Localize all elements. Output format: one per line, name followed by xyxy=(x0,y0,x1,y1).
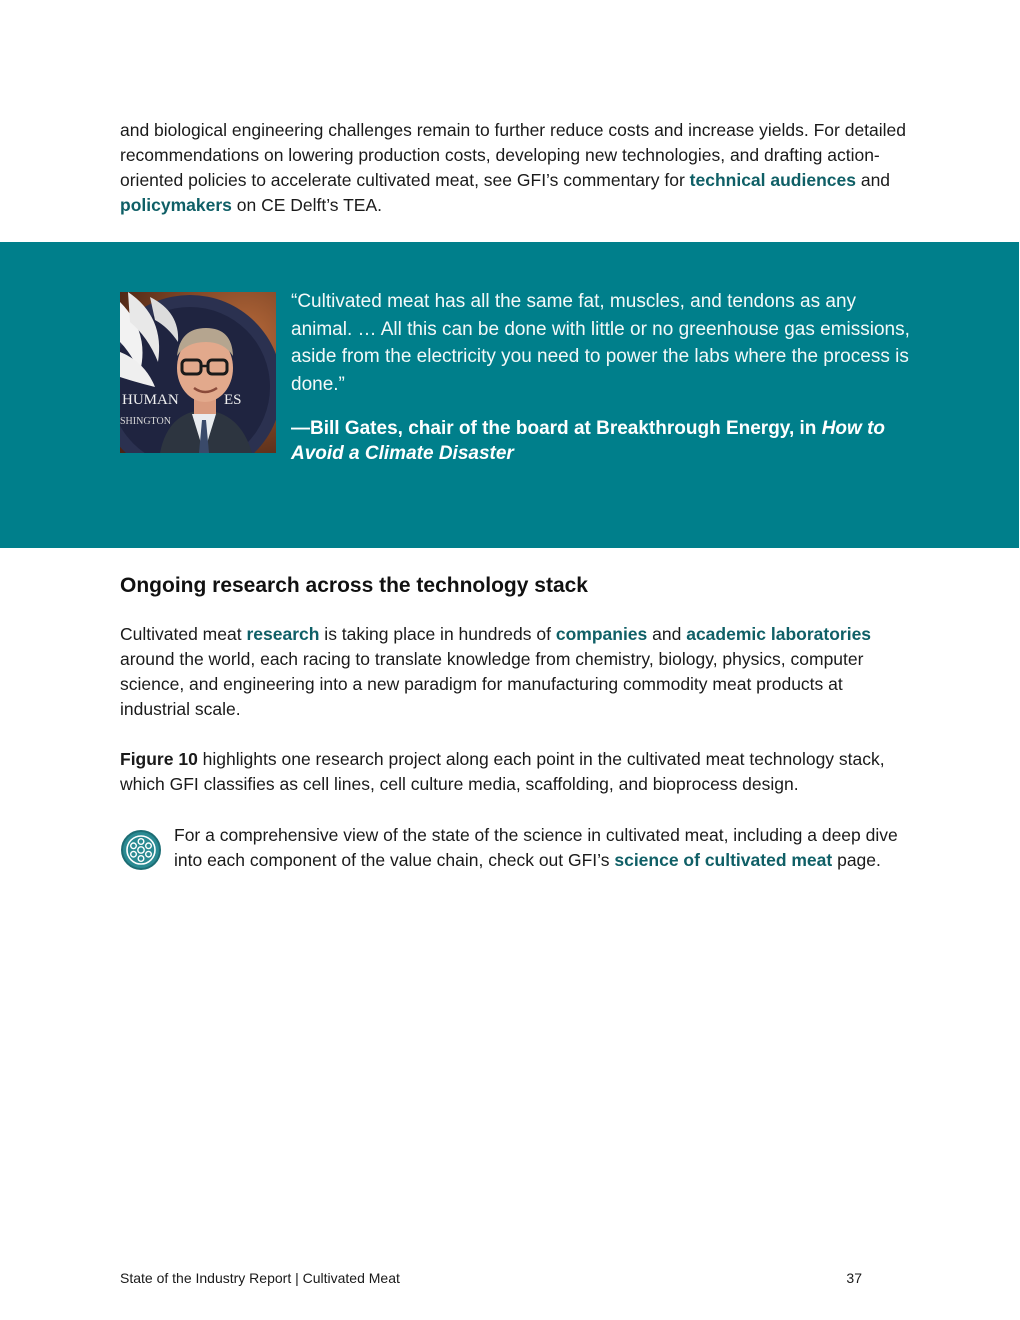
research-link[interactable]: research xyxy=(246,624,320,644)
portrait-image xyxy=(120,292,276,453)
p1-text-a: Cultivated meat xyxy=(120,624,247,644)
cell-icon xyxy=(120,829,162,871)
intro-paragraph xyxy=(120,118,910,218)
book-title: How to Avoid a Climate Disaster xyxy=(291,418,886,464)
science-callout xyxy=(120,823,905,873)
academic-laboratories-link[interactable]: academic laboratories xyxy=(686,624,872,644)
seal-text-3: SHINGTON xyxy=(120,416,171,427)
attribution-name: —Bill Gates, chair of the board at Breakthrough Energy, in xyxy=(291,418,822,439)
technical-audiences-link[interactable]: technical audiences xyxy=(689,170,856,190)
section-heading: Ongoing research across the technology stack xyxy=(120,574,588,597)
figure-paragraph xyxy=(120,747,905,797)
intro-text: and biological engineering challenges remain to further reduce costs and increase yields. For detailed recommendations on lowering production costs, developing new technologies, and drafting action-oriented policies to accelerate cultivated meat, see GFI’s commentary for xyxy=(120,120,907,190)
callout-text-a: For a comprehensive view of the state of the science in cultivated meat, including a deep dive into each component of the value chain, check out GFI’s xyxy=(174,825,898,870)
science-of-cultivated-meat-link[interactable]: science of cultivated meat xyxy=(614,850,833,870)
companies-link[interactable]: companies xyxy=(555,624,648,644)
p1-text-b: is taking place in hundreds of xyxy=(319,624,556,644)
p2-text: highlights one research project along each point in the cultivated meat technology stack, which GFI classifies as cell lines, cell culture media, scaffolding, and bioprocess design. xyxy=(120,749,885,794)
portrait-photo xyxy=(120,292,276,453)
intro-and-text: and xyxy=(855,170,891,190)
quote-band xyxy=(0,242,1019,548)
quote-attribution xyxy=(291,416,911,466)
quote-text: “Cultivated meat has all the same fat, muscles, and tendons as any animal. … All this can be done with little or no greenhouse gas emissions, aside from the electricity you need to power the labs where the process is done.” xyxy=(291,291,910,395)
policymakers-link[interactable]: policymakers xyxy=(120,195,232,215)
footer-title: State of the Industry Report | Cultivated Meat xyxy=(120,1270,400,1286)
seal-text-2: ES xyxy=(224,392,242,408)
p1-text-c: and xyxy=(647,624,687,644)
intro-text-end: on CE Delft’s TEA. xyxy=(231,195,382,215)
figure-reference: Figure 10 xyxy=(120,749,198,769)
research-section xyxy=(120,572,905,797)
callout-text-b: page. xyxy=(832,850,881,870)
page-number: 37 xyxy=(846,1270,862,1286)
seal-text-1: HUMAN xyxy=(122,392,179,408)
callout-text xyxy=(174,823,905,873)
research-paragraph xyxy=(120,622,905,722)
p1-text-d: around the world, each racing to translate knowledge from chemistry, biology, physics, computer science, and engineering into a new paradigm for manufacturing commodity meat products at industrial scale. xyxy=(120,649,864,719)
quote-body xyxy=(291,288,911,466)
page-footer xyxy=(120,1268,862,1288)
